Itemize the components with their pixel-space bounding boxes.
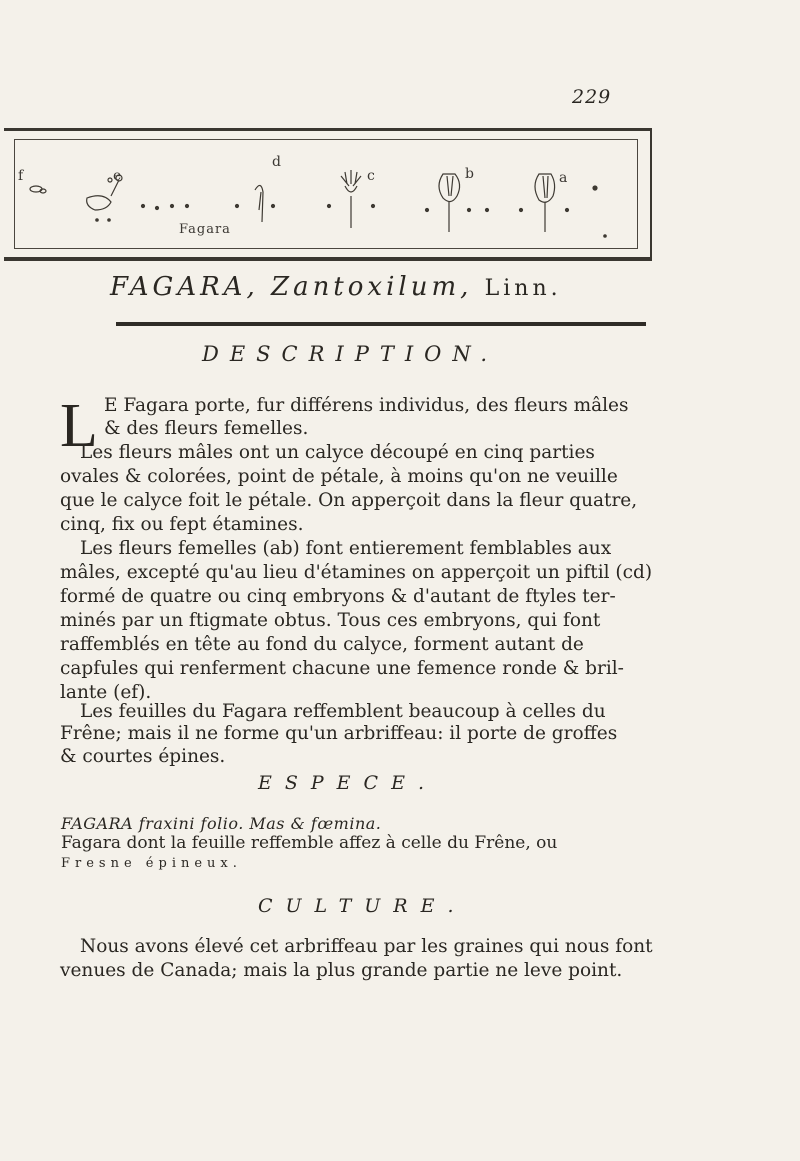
description-line: formé de quatre ou cinq embryons & d'autant de ftyles ter-	[60, 586, 616, 607]
description-line: cinq, fix ou fept étamines.	[60, 514, 304, 535]
plate-inner-border	[14, 139, 638, 249]
plate-caption: Fagara	[179, 222, 231, 237]
culture-heading: CULTURE.	[258, 895, 467, 917]
description-line: minés par un ftigmate obtus. Tous ces embryons, qui font	[60, 610, 601, 631]
article-title	[110, 272, 562, 302]
description-line: & courtes épines.	[60, 746, 226, 767]
plate-letter-b: b	[465, 166, 474, 182]
description-line: raffemblés en tête au fond du calyce, forment autant de	[60, 634, 584, 655]
description-line: que le calyce foit le pétale. On apperçoit dans la fleur quatre,	[60, 490, 638, 511]
espece-common-name: Fresne épineux.	[61, 856, 242, 871]
culture-line: venues de Canada; mais la plus grande partie ne leve point.	[60, 960, 623, 981]
espece-latin-name: FAGARA fraxini folio. Mas & fœmina.	[61, 814, 382, 833]
flower-drawing-b	[439, 174, 460, 202]
description-line: ovales & colorées, point de pétale, à moins qu'on ne veuille	[60, 466, 618, 487]
plate-letter-c: c	[367, 168, 375, 184]
description-line: Frêne; mais il ne forme qu'un arbriffeau: il porte de groffes	[60, 723, 618, 744]
page-number: 229	[572, 86, 612, 108]
espece-heading: ESPECE.	[258, 772, 437, 794]
plate-letter-f: f	[18, 168, 24, 184]
title-rule	[116, 322, 646, 326]
description-heading: DESCRIPTION.	[202, 342, 499, 366]
title-genus: FAGARA,	[110, 272, 259, 302]
description-line: mâles, excepté qu'au lieu d'étamines on apperçoit un piftil (cd)	[60, 562, 653, 583]
title-author: Linn.	[484, 276, 562, 301]
capsule-drawing	[87, 196, 111, 210]
pistil-drawing	[255, 185, 263, 222]
description-line: lante (ef).	[60, 682, 152, 703]
description-line: Les fleurs femelles (ab) font entierement femblables aux	[80, 538, 612, 559]
plate-illustration	[15, 140, 637, 248]
description-line: E Fagara porte, fur différens individus, des fleurs mâles	[104, 395, 629, 416]
drop-cap: L	[60, 392, 98, 460]
culture-line: Nous avons élevé cet arbriffeau par les graines qui nous font	[80, 936, 653, 957]
description-line: Les feuilles du Fagara reffemblent beaucoup à celles du	[80, 701, 606, 722]
flower-drawing-c	[341, 170, 361, 186]
description-line: Les fleurs mâles ont un calyce découpé en cinq parties	[80, 442, 595, 463]
espece-french-name: Fagara dont la feuille reffemble affez à celle du Frêne, ou	[61, 833, 558, 853]
plate-letter-e: e	[113, 168, 122, 184]
description-line: & des fleurs femelles.	[104, 418, 309, 439]
plate-letter-a: a	[559, 170, 568, 186]
description-line: capfules qui renferment chacune une femence ronde & bril-	[60, 658, 624, 679]
plate-letter-d: d	[272, 154, 281, 170]
engraved-plate	[4, 128, 652, 261]
title-synonym: Zantoxilum,	[271, 272, 473, 302]
